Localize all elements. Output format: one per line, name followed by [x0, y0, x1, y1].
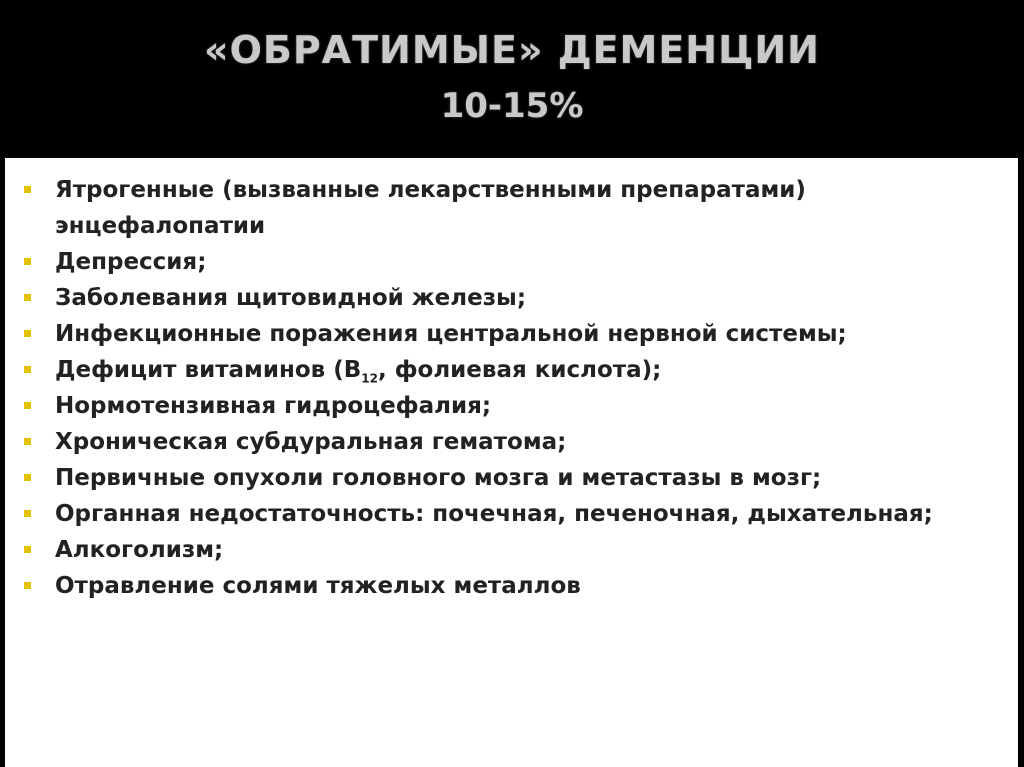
bullet-item-vitamin-deficit [22, 352, 1002, 388]
bullet-text: Нормотензивная гидроцефалия; [55, 393, 492, 419]
slide-subtitle-percent: 10-15% [440, 86, 584, 126]
bullet-item-hydrocephalus [22, 388, 1002, 424]
bullet-square-icon [24, 474, 31, 481]
bullet-text: Первичные опухоли головного мозга и метастазы в мозг; [55, 465, 822, 491]
bullet-text: Отравление солями тяжелых металлов [55, 573, 581, 599]
bullet-item-thyroid [22, 280, 1002, 316]
bullet-item-alcoholism [22, 532, 1002, 568]
bullet-item-cns-infections [22, 316, 1002, 352]
bullet-square-icon [24, 186, 31, 193]
bullet-text-end: , фолиевая кислота); [377, 357, 662, 383]
bullet-item-heavy-metals [22, 568, 1002, 604]
bullet-item-tumors [22, 460, 1002, 496]
bullet-item-iatrogenic [22, 172, 1002, 244]
bullet-list [22, 172, 1002, 604]
bullet-item-subdural-hematoma [22, 424, 1002, 460]
bullet-square-icon [24, 330, 31, 337]
bullet-text: Депрессия; [55, 249, 207, 275]
bullet-square-icon [24, 438, 31, 445]
bullet-square-icon [24, 546, 31, 553]
slide-title: «ОБРАТИМЫЕ» ДЕМЕНЦИИ [204, 28, 820, 72]
bullet-square-icon [24, 510, 31, 517]
bullet-square-icon [24, 258, 31, 265]
bullet-text: Заболевания щитовидной железы; [55, 285, 527, 311]
bullet-text: Хроническая субдуральная гематома; [55, 429, 567, 455]
bullet-text: Органная недостаточность: почечная, печеночная, дыхательная; [55, 501, 933, 527]
bullet-text: Инфекционные поражения центральной нервной системы; [55, 321, 847, 347]
bullet-square-icon [24, 294, 31, 301]
bullet-text: Ятрогенные (вызванные лекарственными препаратами) энцефалопатии [55, 177, 806, 239]
bullet-text-subscript: 12 [361, 371, 378, 386]
bullet-square-icon [24, 402, 31, 409]
bullet-text: Алкоголизм; [55, 537, 224, 563]
bullet-text-start: Дефицит витаминов (В [55, 357, 362, 383]
content-area [5, 158, 1018, 767]
bullet-item-depression [22, 244, 1002, 280]
bullet-square-icon [24, 366, 31, 373]
bullet-item-organ-failure [22, 496, 1002, 532]
bullet-square-icon [24, 582, 31, 589]
title-band [0, 0, 1024, 158]
